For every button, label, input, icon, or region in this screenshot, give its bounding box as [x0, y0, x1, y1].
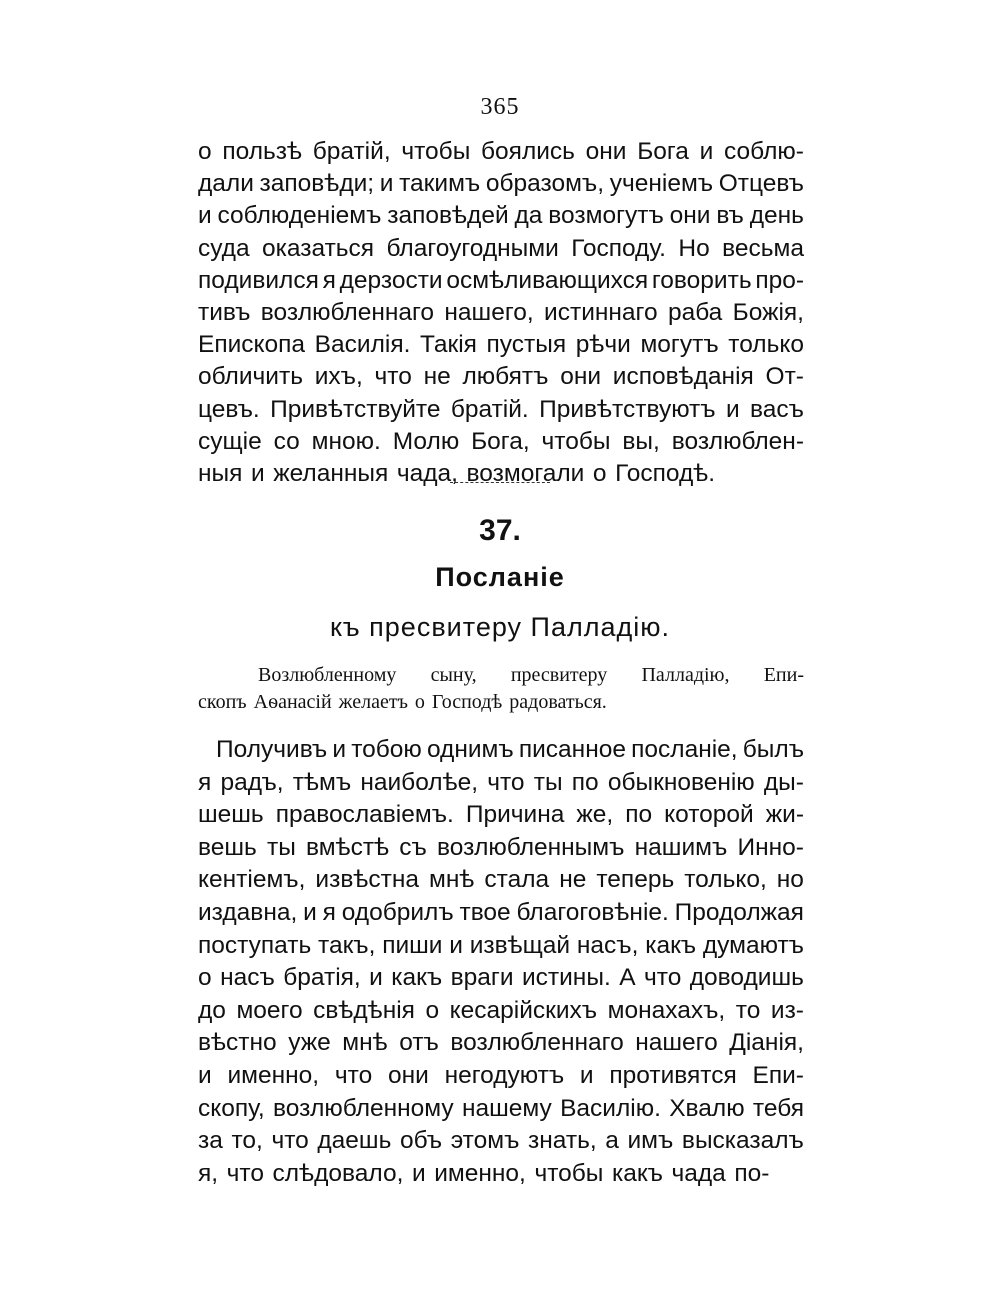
- word: одобрилъ: [341, 898, 454, 926]
- word: братій,: [312, 138, 391, 165]
- text-line: [198, 458, 804, 490]
- text-line: [198, 1125, 804, 1158]
- word: могутъ: [640, 331, 719, 359]
- word: отъ: [399, 1029, 439, 1057]
- word: извѣщай: [469, 931, 571, 959]
- word: да: [514, 202, 543, 230]
- word: раба: [667, 298, 723, 326]
- section-separator: [450, 482, 550, 485]
- word: мнѣ: [342, 1029, 388, 1057]
- word: съ: [399, 833, 427, 861]
- word: скопъ: [198, 691, 247, 713]
- word: же,: [576, 801, 614, 829]
- letter-title: Посланіе: [435, 562, 565, 592]
- word: чтобы: [534, 1159, 604, 1187]
- word: Господу.: [571, 234, 666, 262]
- word: братій.: [450, 395, 529, 423]
- word: высказалъ: [681, 1127, 804, 1155]
- word: кесарійскихъ: [449, 996, 598, 1024]
- word: заповѣдей: [387, 202, 509, 230]
- text-line: [198, 897, 804, 930]
- word: Но: [678, 234, 710, 262]
- word: они: [560, 363, 602, 391]
- word: такимъ: [399, 170, 481, 198]
- word: но: [776, 866, 804, 894]
- word: и: [369, 964, 383, 992]
- word: сущіе: [198, 427, 262, 455]
- word: ученіемъ: [609, 170, 714, 198]
- word: издавна,: [198, 898, 298, 926]
- page-number: 365: [480, 94, 520, 120]
- text-line: [198, 1027, 804, 1060]
- word: они: [585, 138, 627, 165]
- word: нашего: [635, 1029, 718, 1057]
- text-line: [198, 767, 804, 800]
- text-line: [198, 329, 804, 361]
- word: имъ: [627, 1127, 674, 1155]
- word: Василію.: [560, 1094, 661, 1122]
- word: о: [198, 138, 212, 165]
- word: насъ: [220, 964, 275, 992]
- word: и: [379, 170, 394, 198]
- text-line: [198, 200, 804, 232]
- word: возлюблен-: [671, 427, 804, 455]
- word: пустыя: [486, 331, 567, 359]
- word: какъ: [391, 964, 443, 992]
- word: я: [322, 266, 336, 294]
- word: А: [619, 964, 636, 992]
- word: и: [449, 931, 463, 959]
- word: однимъ: [426, 736, 514, 763]
- word: подивился: [198, 266, 319, 294]
- text-line: [198, 662, 804, 689]
- text-line: [198, 1158, 804, 1191]
- word: а: [605, 1127, 619, 1155]
- word: ихъ,: [314, 363, 363, 391]
- word: Бога,: [471, 427, 530, 455]
- word: до: [198, 996, 226, 1024]
- word: доводишь: [689, 964, 804, 992]
- word: что: [487, 768, 525, 796]
- word: осмѣливающихся: [446, 266, 649, 294]
- word: чада,: [396, 459, 458, 487]
- word: заповѣди;: [259, 170, 375, 198]
- word: исповѣданія: [612, 363, 754, 391]
- text-line: [198, 136, 804, 168]
- word: день: [749, 202, 804, 230]
- word: шешь: [198, 801, 264, 829]
- word: братія,: [283, 964, 361, 992]
- word: радъ,: [220, 768, 284, 796]
- word: теперь: [596, 866, 675, 894]
- word: благоугодными: [386, 234, 559, 262]
- word: не: [559, 866, 587, 894]
- word: Епи-: [763, 664, 804, 686]
- word: вмѣстѣ: [306, 833, 390, 861]
- word: Палладію,: [641, 664, 730, 686]
- word: думаютъ: [702, 931, 804, 959]
- word: соблюденіемъ: [217, 202, 382, 230]
- word: тивъ: [198, 298, 251, 326]
- word: поступать: [198, 931, 312, 959]
- word: что: [226, 1159, 264, 1187]
- text-line: [198, 1060, 804, 1093]
- word: моего: [236, 996, 303, 1024]
- word: что: [271, 1127, 309, 1155]
- word: въ: [716, 202, 744, 230]
- text-line: [198, 832, 804, 865]
- word: нашего,: [444, 298, 534, 326]
- word: твое: [459, 898, 511, 926]
- word: возмогутъ: [548, 202, 664, 230]
- word: такъ,: [318, 931, 376, 959]
- word: я,: [198, 1159, 219, 1187]
- word: Получивъ: [216, 736, 328, 763]
- word: только: [728, 331, 804, 359]
- word: дали: [198, 170, 254, 198]
- word: ты: [266, 833, 296, 861]
- text-line: [198, 361, 804, 393]
- word: Причина: [465, 801, 565, 829]
- word: негодуютъ: [444, 1061, 565, 1089]
- word: любятъ: [462, 363, 549, 391]
- word: со: [273, 427, 300, 455]
- word: былъ: [742, 736, 804, 763]
- continued-text: [198, 136, 804, 490]
- word: и: [699, 138, 714, 165]
- word: Хвалю: [669, 1094, 745, 1122]
- word: Епископа: [198, 331, 306, 359]
- word: чтобы: [401, 138, 471, 165]
- word: возлюбленному: [273, 1094, 454, 1122]
- word: мною.: [311, 427, 381, 455]
- word: васъ: [750, 395, 804, 423]
- word: чтобы: [541, 427, 611, 455]
- word: Отцевъ: [718, 170, 804, 198]
- word: я: [322, 898, 336, 926]
- letter-subtitle: къ пресвитеру Палладію.: [329, 612, 670, 642]
- word: мнѣ: [429, 866, 475, 894]
- word: то,: [231, 1127, 263, 1155]
- word: весьма: [722, 234, 804, 262]
- word: о: [414, 691, 425, 713]
- word: я: [198, 768, 212, 796]
- word: какъ: [611, 1159, 663, 1187]
- word: наиболѣе,: [360, 768, 479, 796]
- word: монахахъ,: [607, 996, 726, 1024]
- text-line: [198, 930, 804, 963]
- word: что: [643, 964, 682, 992]
- text-line: [198, 394, 804, 426]
- word: Инно-: [737, 833, 804, 861]
- word: и: [725, 395, 740, 423]
- word: соблю-: [724, 138, 804, 165]
- word: насъ,: [576, 931, 639, 959]
- word: тебя: [752, 1094, 804, 1122]
- word: то: [735, 996, 761, 1024]
- word: враги: [450, 964, 514, 992]
- word: Привѣтствуйте: [270, 395, 441, 423]
- letter-number: 37.: [479, 514, 521, 547]
- word: и: [303, 898, 317, 926]
- word: возлюбленнымъ: [437, 833, 625, 861]
- word: объ: [399, 1127, 443, 1155]
- word: что: [334, 1061, 373, 1089]
- word: по: [571, 768, 599, 796]
- word: нашимъ: [634, 833, 728, 861]
- word: и: [250, 459, 265, 487]
- word: извѣстна: [315, 866, 419, 894]
- word: тобою: [351, 736, 422, 763]
- word: обличить: [198, 363, 303, 391]
- word: Епи-: [752, 1061, 804, 1089]
- word: дерзости: [339, 266, 443, 294]
- word: вѣстно: [198, 1029, 277, 1057]
- word: Привѣтствуютъ: [539, 395, 716, 423]
- text-line: [198, 734, 804, 767]
- word: возлюбленнаго: [450, 1029, 624, 1057]
- word: знать,: [528, 1127, 597, 1155]
- word: цевъ.: [198, 395, 260, 423]
- word: благоговѣніе.: [516, 898, 669, 926]
- word: Божія,: [732, 298, 804, 326]
- word: говорить: [651, 266, 752, 294]
- word: рѣчи: [575, 331, 631, 359]
- text-line: [198, 962, 804, 995]
- text-line: [198, 799, 804, 832]
- word: Молю: [392, 427, 460, 455]
- word: суда: [198, 234, 250, 262]
- text-line: [198, 864, 804, 897]
- word: истины.: [521, 964, 611, 992]
- word: ныя: [198, 459, 243, 487]
- word: вешь: [198, 833, 257, 861]
- word: Бога: [637, 138, 689, 165]
- word: противятся: [609, 1061, 737, 1089]
- word: посланіе,: [631, 736, 738, 763]
- word: радоваться.: [509, 691, 607, 713]
- word: только,: [684, 866, 767, 894]
- word: они: [669, 202, 711, 230]
- word: пользѣ: [222, 138, 303, 165]
- word: вы,: [622, 427, 660, 455]
- text-line: [198, 233, 804, 265]
- word: скопу,: [198, 1094, 265, 1122]
- word: возмогали: [466, 459, 585, 487]
- letter-body: [198, 734, 804, 1190]
- word: ты: [533, 768, 563, 796]
- word: и: [332, 736, 347, 763]
- text-line: [198, 297, 804, 329]
- word: оказаться: [262, 234, 375, 262]
- text-line: [198, 168, 804, 200]
- word: о: [592, 459, 607, 487]
- word: даешь: [317, 1127, 392, 1155]
- word: по-: [734, 1159, 770, 1187]
- text-line: [198, 689, 804, 716]
- word: по: [625, 801, 653, 829]
- word: стала: [484, 866, 550, 894]
- word: Василія.: [314, 331, 411, 359]
- word: слѣдовало,: [272, 1159, 404, 1187]
- word: и: [198, 202, 212, 230]
- word: жи-: [765, 801, 804, 829]
- word: пресвитеру: [510, 664, 608, 686]
- word: тѣмъ: [292, 768, 352, 796]
- text-line: [198, 995, 804, 1028]
- word: От-: [765, 363, 804, 391]
- word: боялись: [481, 138, 575, 165]
- word: они: [387, 1061, 429, 1089]
- text-line: [198, 426, 804, 458]
- word: о: [425, 996, 440, 1024]
- word: уже: [288, 1029, 331, 1057]
- word: и: [579, 1061, 594, 1089]
- word: что: [374, 363, 412, 391]
- word: и: [411, 1159, 426, 1187]
- word: не: [423, 363, 451, 391]
- word: Аѳанасій: [253, 691, 332, 713]
- text-line: [198, 1093, 804, 1126]
- word: о: [198, 964, 212, 992]
- word: нашему: [461, 1094, 552, 1122]
- word: сыну,: [430, 664, 477, 686]
- word: возлюбленнаго: [260, 298, 435, 326]
- word: образомъ,: [485, 170, 605, 198]
- word: Господѣ.: [615, 459, 716, 487]
- word: писанное: [518, 736, 626, 763]
- word: про-: [755, 266, 804, 294]
- word: свѣдѣнія: [313, 996, 415, 1024]
- word: пиши: [382, 931, 443, 959]
- word: Такія: [420, 331, 477, 359]
- word: желаетъ: [338, 691, 408, 713]
- word: чада: [671, 1159, 726, 1187]
- word: и: [198, 1061, 212, 1089]
- word: именно,: [227, 1061, 320, 1089]
- word: Возлюбленному: [258, 664, 397, 686]
- word: православіемъ.: [275, 801, 454, 829]
- word: кентіемъ,: [198, 866, 306, 894]
- word: за: [198, 1127, 223, 1155]
- word: истиннаго: [544, 298, 658, 326]
- word: из-: [770, 996, 804, 1024]
- word: этомъ: [450, 1127, 520, 1155]
- word: Господѣ: [431, 691, 503, 713]
- word: какъ: [645, 931, 697, 959]
- word: желанныя: [273, 459, 389, 487]
- word: Продолжая: [674, 898, 804, 926]
- letter-greeting: [198, 662, 804, 716]
- word: которой: [664, 801, 754, 829]
- word: именно,: [434, 1159, 526, 1187]
- word: Діанія,: [729, 1029, 804, 1057]
- word: обыкновенію: [607, 768, 755, 796]
- word: ды-: [763, 768, 804, 796]
- text-line: [198, 265, 804, 297]
